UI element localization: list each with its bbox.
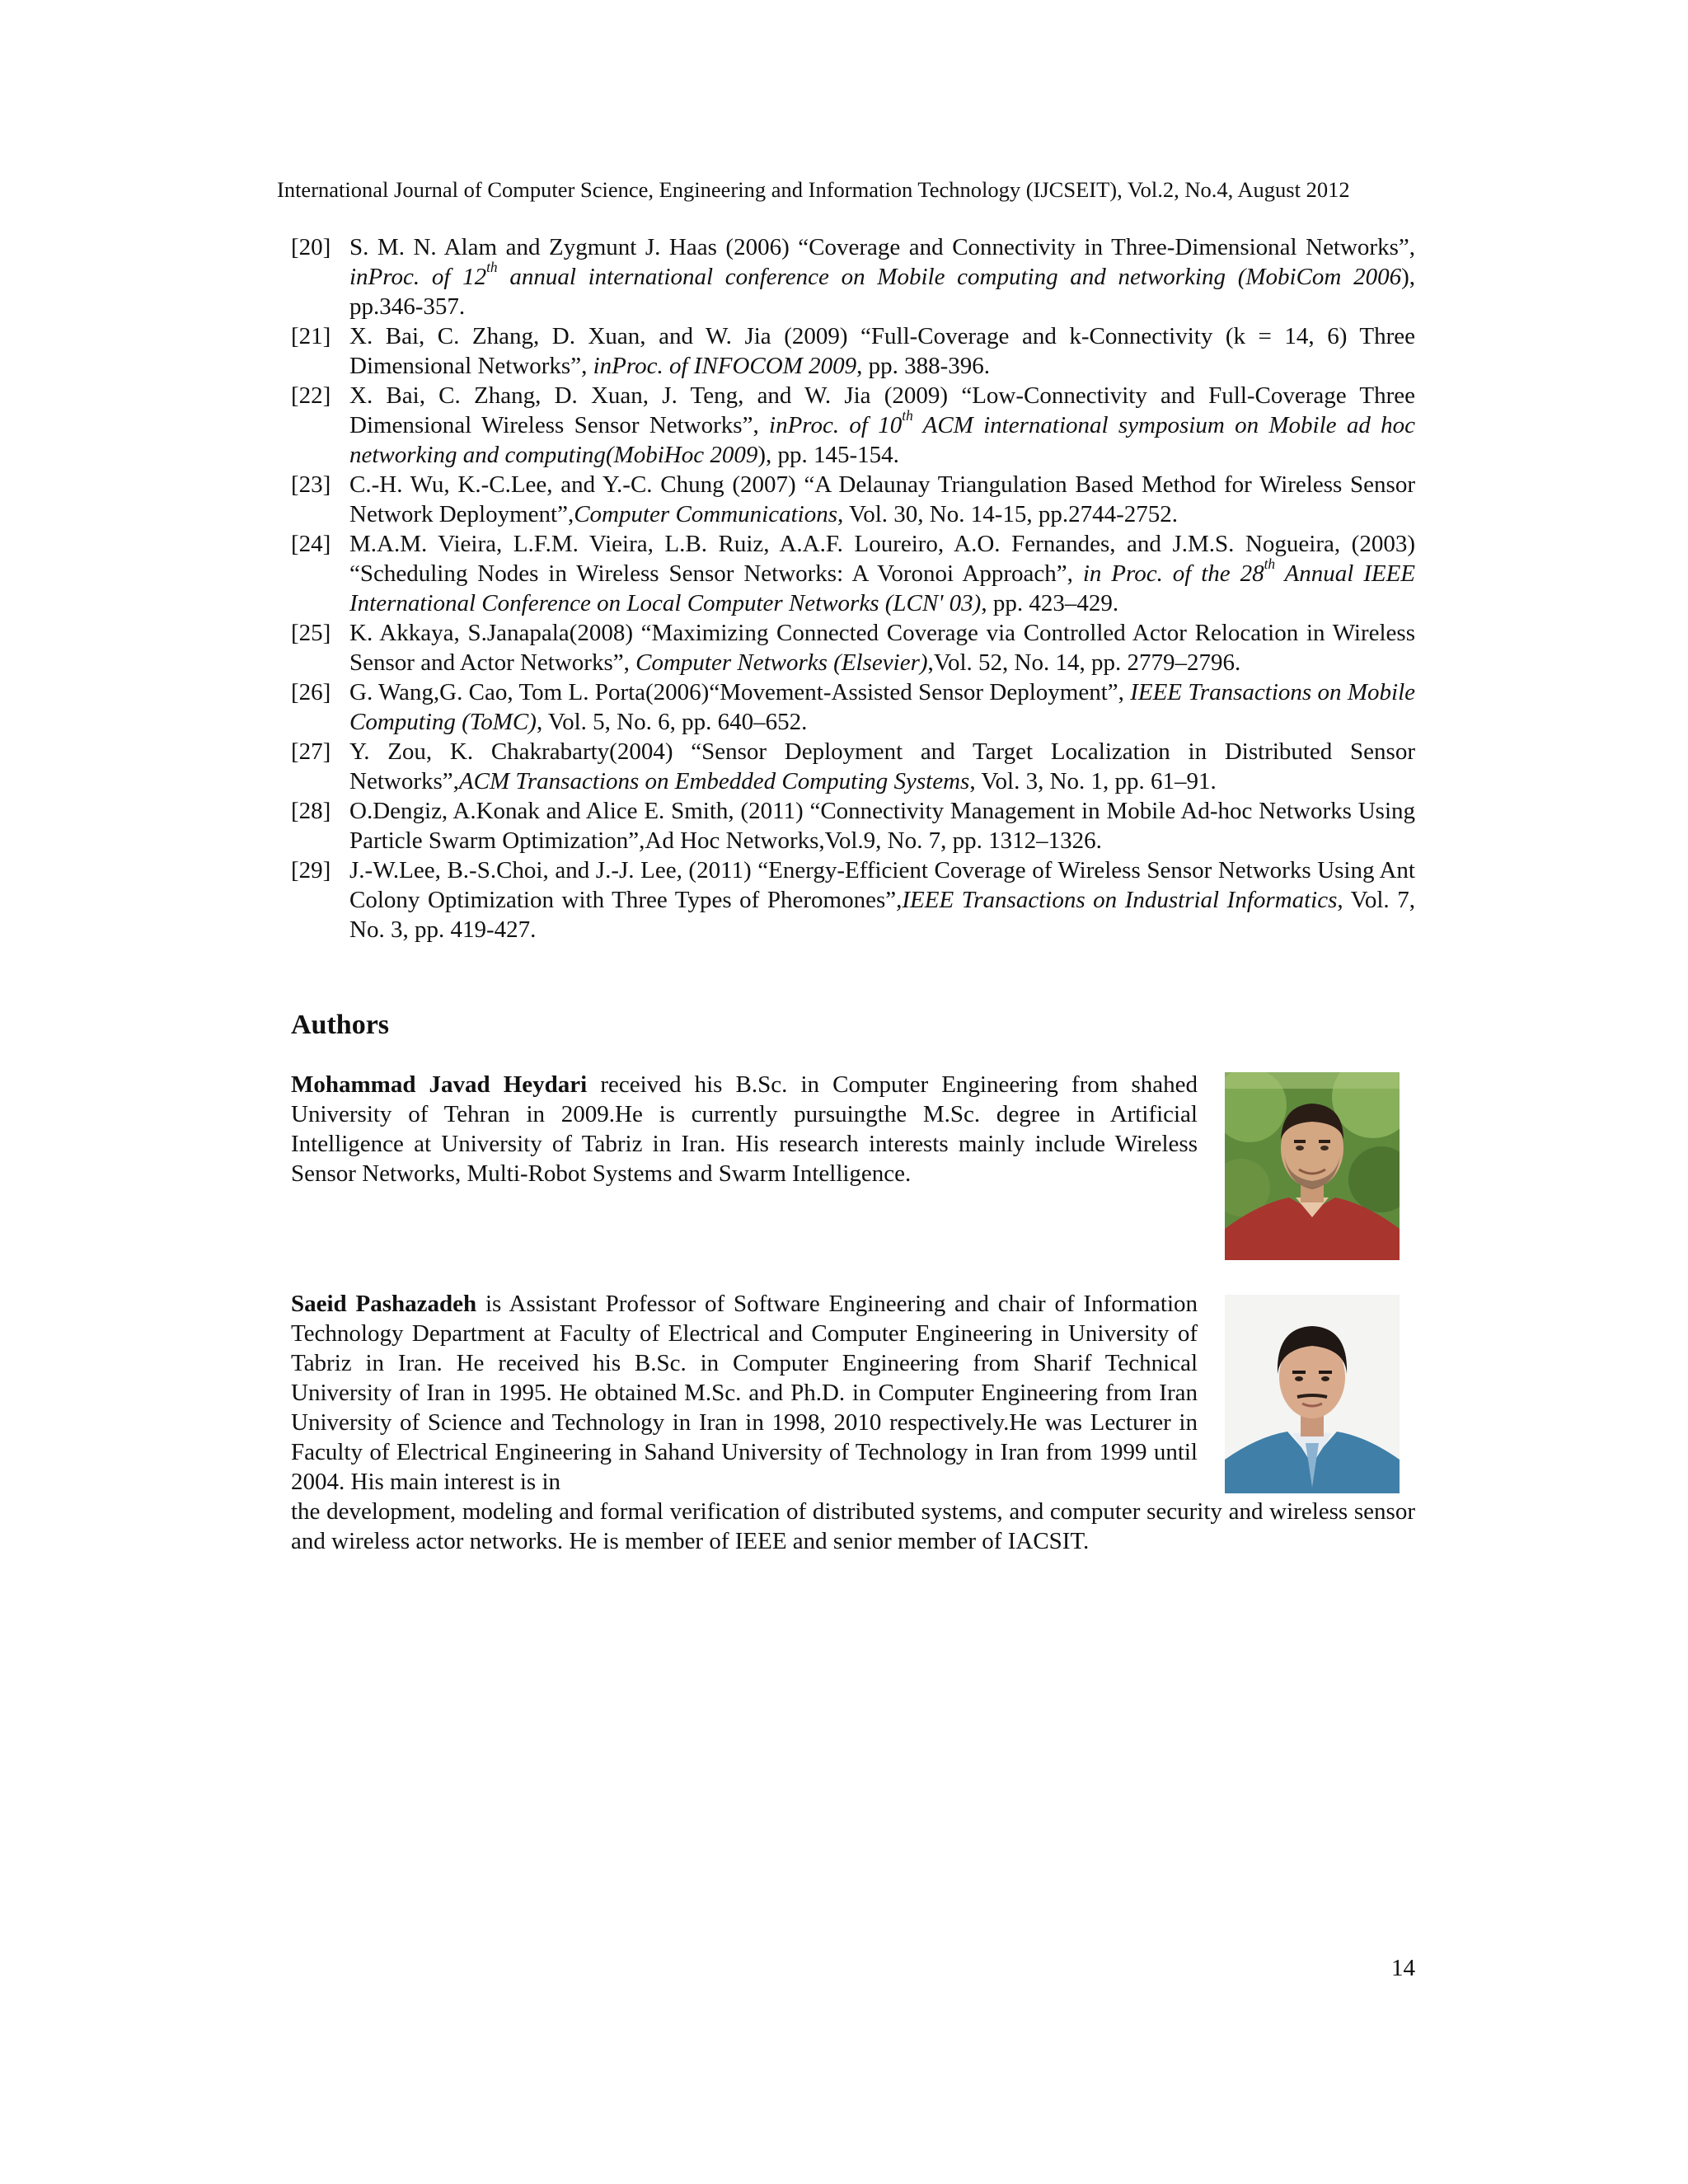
author-name-pashazadeh: Saeid Pashazadeh	[291, 1291, 477, 1317]
author-bio-text-heydari: received his B.Sc. in Computer Engineering from shahed University of Tehran in 2009.He is currently pursuingthe M.Sc. degree in Artificial Intelligence at University of Tabriz in Iran. His research interests mainly include Wireless Sensor Networks, Multi-Robot Systems and Swarm Intelligence.	[291, 1071, 1198, 1187]
reference-number: [21]	[291, 323, 331, 349]
reference-text: J.-W.Lee, B.-S.Choi, and J.-J. Lee, (2011) “Energy-Efficient Coverage of Wireless Sensor Networks Using Ant Colony Optimization with Three Types of Pheromones”,IEEE Transactions on Industrial Informatics, Vol. 7, No. 3, pp. 419-427.	[349, 857, 1415, 943]
reference-item	[291, 618, 1415, 677]
page-number: 14	[1391, 1955, 1415, 1981]
reference-item	[291, 855, 1415, 944]
reference-item	[291, 381, 1415, 470]
reference-text: S. M. N. Alam and Zygmunt J. Haas (2006) “Coverage and Connectivity in Three-Dimensional Networks”, inProc. of 12th annual international conference on Mobile computing and networking (MobiCom 2006), pp.346-357.	[349, 234, 1415, 320]
author-bio-pashazadeh	[291, 1289, 1198, 1497]
reference-item	[291, 796, 1415, 855]
reference-number: [25]	[291, 620, 331, 646]
reference-number: [23]	[291, 471, 331, 498]
reference-text: Y. Zou, K. Chakrabarty(2004) “Sensor Deployment and Target Localization in Distributed Sensor Networks”,ACM Transactions on Embedded Computing Systems, Vol. 3, No. 1, pp. 61–91.	[349, 738, 1415, 794]
reference-item	[291, 737, 1415, 796]
reference-number: [29]	[291, 857, 331, 883]
reference-item	[291, 677, 1415, 737]
author-photo-pashazadeh	[1225, 1295, 1400, 1493]
reference-number: [27]	[291, 738, 331, 765]
author-bio-text-pashazadeh: is Assistant Professor of Software Engineering and chair of Information Technology Department at Faculty of Electrical and Computer Engineering in University of Tabriz in Iran. He received his B.Sc. in Computer Engineering from Sharif Technical University of Iran in 1995. He obtained M.Sc. and Ph.D. in Computer Engineering from Iran University of Science and Technology in Iran in 1998, 2010 respectively.He was Lecturer in Faculty of Electrical Engineering in Sahand University of Technology in Iran from 1999 until 2004. His main interest is in	[291, 1291, 1198, 1495]
reference-number: [24]	[291, 531, 331, 557]
author-bio-pashazadeh-continued: the development, modeling and formal verification of distributed systems, and computer security and wireless sensor and wireless actor networks. He is member of IEEE and senior member of IACSIT.	[291, 1498, 1415, 1554]
reference-item	[291, 232, 1415, 321]
reference-item	[291, 470, 1415, 529]
author-bio-heydari	[291, 1070, 1198, 1188]
reference-number: [20]	[291, 234, 331, 260]
author-name-heydari: Mohammad Javad Heydari	[291, 1071, 588, 1098]
reference-text: X. Bai, C. Zhang, D. Xuan, J. Teng, and W. Jia (2009) “Low-Connectivity and Full-Coverage Three Dimensional Wireless Sensor Networks”, inProc. of 10th ACM international symposium on Mobile ad hoc networking and computing(MobiHoc 2009), pp. 145-154.	[349, 382, 1415, 468]
reference-text: O.Dengiz, A.Konak and Alice E. Smith, (2011) “Connectivity Management in Mobile Ad-hoc Networks Using Particle Swarm Optimization”,Ad Hoc Networks,Vol.9, No. 7, pp. 1312–1326.	[349, 798, 1415, 854]
reference-text: C.-H. Wu, K.-C.Lee, and Y.-C. Chung (2007) “A Delaunay Triangulation Based Method for Wireless Sensor Network Deployment”,Computer Communications, Vol. 30, No. 14-15, pp.2744-2752.	[349, 471, 1415, 527]
reference-number: [28]	[291, 798, 331, 824]
reference-text: X. Bai, C. Zhang, D. Xuan, and W. Jia (2009) “Full-Coverage and k-Connectivity (k = 14, 6) Three Dimensional Networks”, inProc. of INFOCOM 2009, pp. 388-396.	[349, 323, 1415, 379]
reference-item	[291, 529, 1415, 618]
running-header: International Journal of Computer Science, Engineering and Information Technology (IJCSEIT), Vol.2, No.4, August 2012	[277, 177, 1350, 202]
author-photo-heydari	[1225, 1072, 1400, 1260]
reference-number: [22]	[291, 382, 331, 409]
reference-text: M.A.M. Vieira, L.F.M. Vieira, L.B. Ruiz, A.A.F. Loureiro, A.O. Fernandes, and J.M.S. Nogueira, (2003) “Scheduling Nodes in Wireless Sensor Networks: A Voronoi Approach”, in Proc. of the 28th Annual IEEE International Conference on Local Computer Networks (LCN' 03), pp. 423–429.	[349, 531, 1415, 616]
authors-heading: Authors	[291, 1010, 390, 1040]
reference-text: K. Akkaya, S.Janapala(2008) “Maximizing Connected Coverage via Controlled Actor Relocation in Wireless Sensor and Actor Networks”, Computer Networks (Elsevier),Vol. 52, No. 14, pp. 2779–2796.	[349, 620, 1415, 676]
reference-number: [26]	[291, 679, 331, 705]
reference-item	[291, 321, 1415, 381]
reference-list	[291, 232, 1415, 944]
reference-text: G. Wang,G. Cao, Tom L. Porta(2006)“Movement-Assisted Sensor Deployment”, IEEE Transactions on Mobile Computing (ToMC), Vol. 5, No. 6, pp. 640–652.	[349, 679, 1415, 735]
